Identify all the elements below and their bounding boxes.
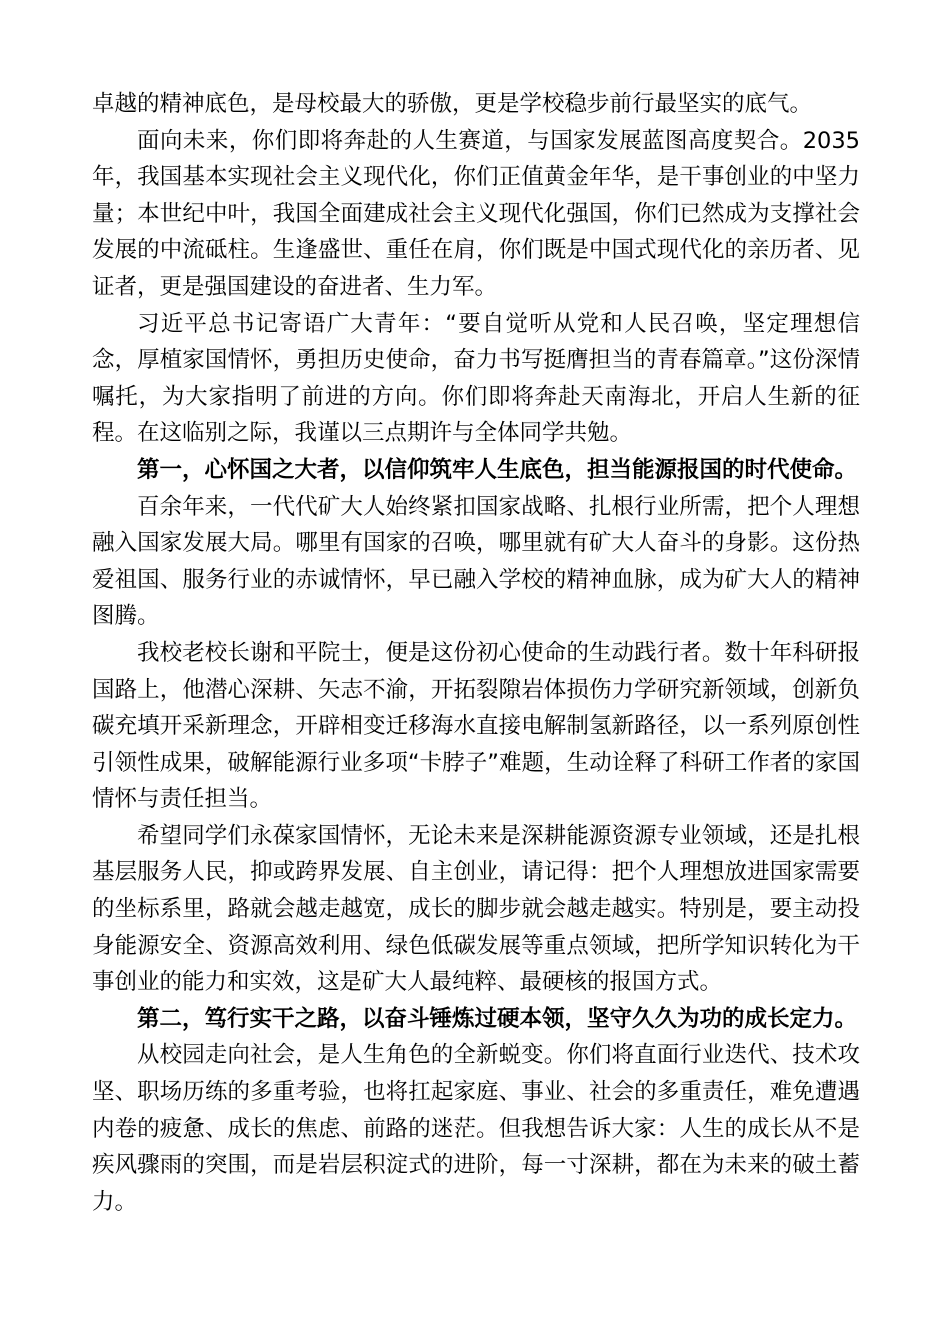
section-heading-second: 第二，笃行实干之路，以奋斗锤炼过硬本领，坚守久久为功的成长定力。: [137, 1005, 858, 1032]
paragraph-hope-patriotism: 希望同学们永葆家国情怀，无论未来是深耕能源资源专业领域，还是扎根基层服务人民，抑或跨界发展、自主创业，请记得：把个人理想放进国家需要的坐标系里，路就会越走越宽，成长的脚步就会越走越实。特别是，要主动投身能源安全、资源高效利用、绿色低碳发展等重点领域，把所学知识转化为干事创业的能力和实效，这是矿大人最纯粹、最硬核的报国方式。: [92, 822, 860, 996]
paragraph-future-vision: 面向未来，你们即将奔赴的人生赛道，与国家发展蓝图高度契合。2035年，我国基本实现社会主义现代化，你们正值黄金年华，是干事创业的中坚力量；本世纪中叶，我国全面建成社会主义现代化强国，你们已然成为支撑社会发展的中流砥柱。生逢盛世、重任在肩，你们既是中国式现代化的亲历者、见证者，更是强国建设的奋进者、生力军。: [92, 127, 860, 300]
paragraph-xi-quote: 习近平总书记寄语广大青年：“要自觉听从党和人民召唤，坚定理想信念，厚植家国情怀，勇担历史使命，奋力书写挺膺担当的青春篇章。”这份深情嘱托，为大家指明了前进的方向。你们即将奔赴天南海北，开启人生新的征程。在这临别之际，我谨以三点期许与全体同学共勉。: [92, 310, 860, 447]
paragraph-century-history: 百余年来，一代代矿大人始终紧扣国家战略、扎根行业所需，把个人理想融入国家发展大局。哪里有国家的召唤，哪里就有矿大人奋斗的身影。这份热爱祖国、服务行业的赤诚情怀，早已融入学校的精神血脉，成为矿大人的精神图腾。: [92, 493, 860, 630]
document-page: [92, 86, 860, 1220]
paragraph-campus-to-society: 从校园走向社会，是人生角色的全新蜕变。你们将直面行业迭代、技术攻坚、职场历练的多重考验，也将扛起家庭、事业、社会的多重责任，难免遭遇内卷的疲惫、成长的焦虑、前路的迷茫。但我想告诉大家：人生的成长从不是疾风骤雨的突围，而是岩层积淀式的进阶，每一寸深耕，都在为未来的破土蓄力。: [92, 1042, 860, 1215]
section-heading-first: 第一，心怀国之大者，以信仰筑牢人生底色，担当能源报国的时代使命。: [137, 456, 858, 483]
paragraph-xie-heping: 我校老校长谢和平院士，便是这份初心使命的生动践行者。数十年科研报国路上，他潜心深耕、矢志不渝，开拓裂隙岩体损伤力学研究新领域，创新负碳充填开采新理念，开辟相变迁移海水直接电解制氢新路径，以一系列原创性引领性成果，破解能源行业多项“卡脖子”难题，生动诠释了科研工作者的家国情怀与责任担当。: [92, 639, 860, 813]
paragraph-continuation: 卓越的精神底色，是母校最大的骄傲，更是学校稳步前行最坚实的底气。: [92, 91, 813, 117]
